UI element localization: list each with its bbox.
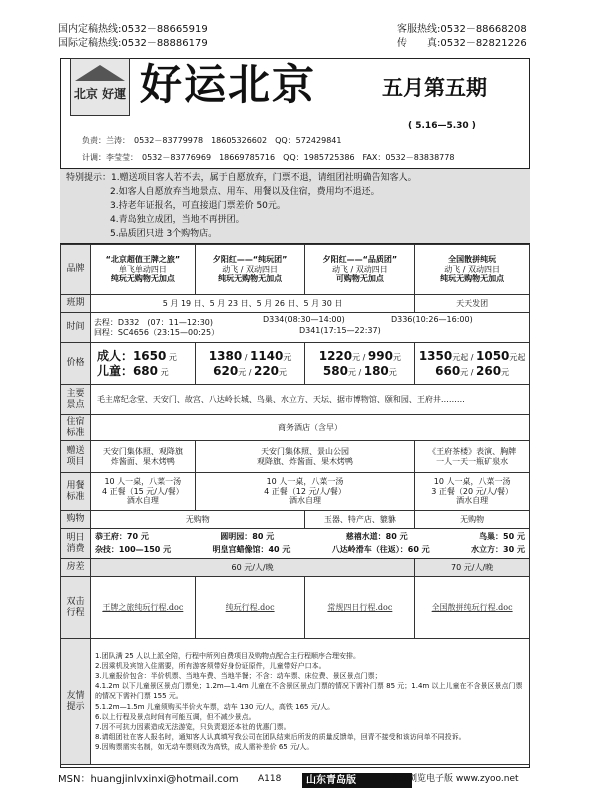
brand-note: 纯玩无购物无加点	[440, 274, 505, 284]
tip-item: 6.以上行程及景点时间有可能互调，但不减少景点。	[94, 712, 256, 721]
price-value: 1140	[249, 349, 284, 364]
fax-line: 传 真:0532－82821226	[397, 38, 527, 49]
optional-item: 圆明园：80 元	[220, 532, 275, 542]
row-label: 友情提示	[61, 639, 91, 765]
row-label: 时间	[61, 313, 91, 343]
logo-text: 北京 好運	[73, 87, 127, 101]
row-label: 双击行程	[61, 577, 91, 639]
price-value: 260	[476, 363, 502, 378]
intl-hotline: 国际定稿热线:0532－88886179	[58, 38, 208, 49]
meal-item: 酒水自理	[126, 496, 159, 506]
room-diff: 70 元/人/晚	[415, 559, 530, 577]
tips-row	[61, 639, 530, 765]
schedule-daily: 天天发团	[415, 295, 530, 313]
intl-hotline-number: 0532－88886179	[121, 38, 208, 49]
room-diff: 60 元/人/晚	[90, 559, 414, 577]
schedule-dates: 5 月 19 日、5 月 23 日、5 月 26 日、5 月 30 日	[90, 295, 414, 313]
room-row	[61, 559, 530, 577]
price-value: 1220	[318, 349, 353, 364]
meal-item: 4 正餐（12 元/人/餐）	[264, 486, 346, 496]
meal-item: 10 人一桌，八菜一汤	[104, 477, 182, 487]
notice-line: 特别提示：1.赠送项目客人若不去，属于自愿放弃，门票不退，请组团社明确告知客人。	[66, 173, 417, 183]
row-label: 住宿标准	[61, 415, 91, 441]
gift-item: 天安门集体照、景山公园	[260, 446, 349, 456]
price-value: 1350	[418, 349, 453, 364]
brand-mode: 单飞单动四日	[118, 264, 167, 274]
shop-item: 无购物	[415, 511, 530, 529]
brand-note: 纯玩无购物无加点	[218, 274, 283, 284]
meal-item: 4 正餐（15 元/人/餐）	[101, 486, 184, 496]
train-d336: D336(10:26—16:00)	[390, 315, 473, 324]
msn-contact: MSN：huangjinlvxinxi@hotmail.com	[58, 774, 239, 785]
brand-name: 夕阳红——“纯玩团”	[212, 255, 288, 265]
shop-item: 玉器、特产店、貔貅	[305, 511, 415, 529]
row-label: 品牌	[61, 245, 91, 295]
domestic-hotline-number: 0532－88665919	[121, 24, 208, 35]
gift-item: 《王府茶楼》表演、胸牌	[428, 446, 517, 456]
msn-address[interactable]: huangjinlvxinxi@hotmail.com	[90, 774, 239, 785]
special-notice	[60, 168, 530, 244]
schedule-row	[61, 295, 530, 313]
brand-name: 全国散拼纯玩	[448, 255, 497, 265]
optional-item: 恭王府：70 元	[94, 532, 149, 542]
fax-number: 0532－82821226	[440, 38, 527, 49]
tip-item: 5.1.2m—1.5m 儿童须购买半价火车票，动车 130 元/人，高铁 165 元/人。	[94, 702, 335, 711]
row-label: 主要景点	[61, 385, 91, 415]
notice-line: 3.持老年证报名，可直接退门票差价 50元。	[110, 201, 286, 211]
spots-row	[61, 385, 530, 415]
itinerary-doc-link[interactable]: 全国散拼纯玩行程.doc	[431, 602, 513, 612]
shop-item: 无购物	[90, 511, 305, 529]
return-flight: 回程：SC4656（23:15—00:25）	[93, 327, 220, 337]
contact-manager: 负责：兰涛： 0532－83779978 18605326602 QQ：572429841	[82, 136, 342, 145]
date-range: ( 5.16—5.30 )	[408, 121, 476, 131]
meal-row	[61, 473, 530, 511]
meal-item: 10 人一桌，八菜一汤	[433, 477, 511, 487]
child-price: 680	[132, 363, 159, 378]
tip-item: 3.儿童报价包含：半价机票、当地车费、当地半餐；不含：动车票、床位费、景区景点门票；	[94, 672, 382, 681]
price-value: 1050	[476, 349, 510, 364]
price-value: 580	[322, 363, 348, 378]
cs-hotline-number: 0532－88668208	[440, 24, 527, 35]
gift-item: 一人一天一瓶矿泉水	[436, 456, 509, 466]
itinerary-doc-link[interactable]: 王牌之旅纯玩行程.doc	[102, 602, 184, 612]
optional-item: 明皇宫蜡像馆：40 元	[212, 545, 291, 554]
issue-period: 五月第五期	[382, 76, 487, 100]
shop-row	[61, 511, 530, 529]
price-value: 1380	[208, 349, 243, 364]
tip-item: 9.因购票需实名制，如无动车票则改为高铁，成人需补差价 65 元/人。	[94, 743, 314, 752]
contact-planner: 计调：李莹莹： 0532－83776969 18669785716 QQ：1985725386 FAX：0532－83838778	[82, 153, 455, 162]
brand-note: 纯玩无购物无加点	[110, 274, 175, 284]
price-row: 价格 成人：1650 元 儿童：680 元 1380 / 1140元 620元 / 220元 1220元 / 990元 580元 / 180元 1350元起 / 1050元起 660元 / 260元	[61, 343, 530, 385]
notice-line: 2.如客人自愿放弃当地景点、用车、用餐以及住宿，费用均不退还。	[110, 187, 380, 197]
itinerary-doc-link[interactable]: 纯玩行程.doc	[225, 602, 275, 612]
row-label: 房差	[61, 559, 91, 577]
cs-hotline: 客服热线:0532－88668208	[397, 24, 527, 35]
tip-item: 8.请组团社在客人报名时，通知客人认真填写我公司在团队结束后所发的质量反馈单，回青不接受和该访问单不同投诉。	[94, 732, 466, 741]
adult-label: 成人：	[96, 349, 133, 364]
hotel-standard: 商务酒店（含早）	[90, 415, 529, 441]
price-value: 990	[367, 349, 393, 364]
row-label: 用餐标准	[61, 473, 91, 511]
itinerary-row	[61, 577, 530, 639]
meal-item: 10 人一桌，八菜一汤	[266, 477, 344, 487]
brand-name: 夕阳红——“品质团”	[322, 255, 398, 265]
gift-item: 天安门集体照、观降旗	[102, 446, 183, 456]
row-label: 班期	[61, 295, 91, 313]
brand-mode: 动飞 / 双动四日	[222, 264, 278, 274]
outbound-train: 去程：D332 (07：11—12:30)	[93, 317, 214, 327]
brand-row	[61, 245, 530, 295]
row-label: 赠送项目	[61, 441, 91, 473]
tip-item: 4.1.2m 以下儿童景区景点门票免；1.2m—1.4m 儿童在不含景区景点门票的情况下需补门票 85 元；1.4m 以上儿童在不含景区景点门票的情况下需补门票 155 元。	[94, 682, 523, 701]
child-label: 儿童：	[96, 363, 133, 378]
optional-row	[61, 529, 530, 559]
brand-note: 可购物无加点	[335, 274, 384, 284]
tip-item: 1.团队满 25 人以上派全陪，行程中所列自费项目及购物点配合主行程顺序合理安排。	[94, 651, 360, 660]
tip-item: 2.因乘机及宾馆入住需要，所有游客须带好身份证原件，儿童带好户口本。	[94, 661, 326, 670]
meal-item: 酒水自理	[288, 496, 321, 506]
train-d341: D341(17:15—22:37)	[298, 326, 381, 335]
row-label: 明日消费	[61, 529, 91, 559]
tip-item: 7.因不可抗力因素造成无法游览，只负责退还本社的优惠门票。	[94, 722, 291, 731]
optional-item: 慈禧水道：80 元	[345, 532, 408, 542]
notice-line: 4.青岛独立成团，当地不再拼团。	[110, 215, 245, 225]
gift-row	[61, 441, 530, 473]
gift-item: 炸酱面、果木烤鸭	[110, 456, 175, 466]
site-slogan[interactable]: 欢迎浏览电子版 www.zyoo.net	[390, 774, 519, 784]
row-label: 价格	[61, 343, 91, 385]
optional-item: 八达岭滑车（往返）：60 元	[331, 545, 430, 554]
logo	[70, 58, 130, 116]
row-label: 购物	[61, 511, 91, 529]
meal-item: 酒水自理	[456, 496, 489, 506]
page-number: A118	[258, 774, 282, 784]
page-title: 好运北京	[140, 60, 317, 109]
edition-name: 山东青岛版	[306, 775, 356, 786]
time-row	[61, 313, 530, 343]
brand-mode: 动飞 / 双动四日	[444, 264, 500, 274]
train-d334: D334(08:30—14:00)	[262, 315, 345, 324]
price-value: 220	[253, 363, 280, 378]
adult-price: 1650	[132, 349, 167, 364]
brand-mode: 动飞 / 双动四日	[331, 264, 388, 274]
price-value: 180	[363, 363, 389, 378]
tour-table	[60, 244, 530, 765]
meal-item: 3 正餐（20 元/人/餐）	[431, 486, 513, 496]
pagoda-icon	[75, 65, 125, 81]
notice-line: 5.品质团只进 3个购物店。	[110, 229, 218, 239]
price-value: 620	[213, 363, 239, 378]
optional-item: 杂技：100—150 元	[94, 545, 172, 554]
hotel-row	[61, 415, 530, 441]
brand-name: “北京超值王牌之旅”	[105, 255, 181, 265]
itinerary-doc-link[interactable]: 常规四日行程.doc	[327, 602, 393, 612]
optional-item: 鸟巢：50 元	[479, 532, 525, 542]
optional-item: 水立方：30 元	[471, 545, 525, 554]
main-spots: 毛主席纪念堂、天安门、故宫、八达岭长城、鸟巢、水立方、天坛、据市博物馆、颐和园、王府井………	[90, 385, 529, 415]
domestic-hotline: 国内定稿热线:0532－88665919	[58, 24, 208, 35]
gift-item: 观降旗、炸酱面、果木烤鸭	[256, 456, 353, 466]
price-value: 660	[435, 363, 461, 378]
